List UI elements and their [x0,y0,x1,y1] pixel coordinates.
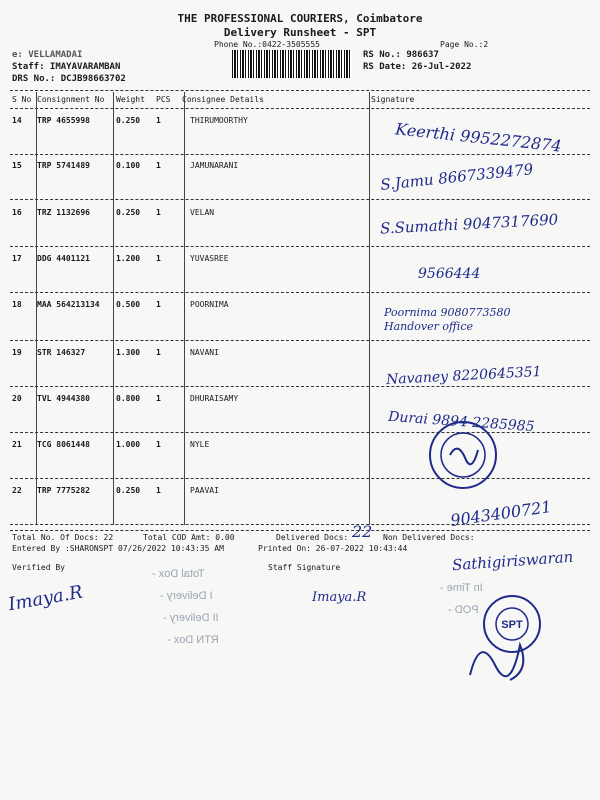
staff-signature: Imaya.R [312,590,367,605]
row-weight: 0.500 [116,300,141,309]
table-row [0,486,600,500]
row-weight: 0.250 [116,116,141,125]
signature-row-19: Navaney 8220645351 [385,363,542,389]
runsheet-subtitle: Delivery Runsheet - SPT [223,26,377,39]
row-weight: 1.200 [116,254,141,263]
bleed-rtn-dox: RTN Dox - [167,634,219,646]
company-stamp [428,420,498,490]
row-consignment: TRP 5741489 [37,161,90,170]
row-weight: 0.100 [116,161,141,170]
row-pcs: 1 [156,161,161,170]
row-weight: 0.800 [116,394,141,403]
bleed-pod: POD - [448,604,479,616]
signature-row-16: S.Sumathi 9047317690 [379,210,559,238]
row-consignee: VELAN [190,208,215,217]
col-consignee: Consignee Details [182,95,264,104]
row-rule [10,386,590,387]
row-consignee: THIRUMOORTHY [190,116,248,125]
row-sno: 20 [12,394,22,403]
non-delivered-docs: Non Delivered Docs: [383,533,475,542]
top-right-signature: Sathigiriswaran [451,547,574,575]
row-consignee: DHURAISAMY [190,394,239,403]
row-consignment: TRZ 1132696 [37,208,90,217]
row-rule [10,154,590,155]
row-weight: 0.250 [116,208,141,217]
bleed-i-delivery: I Delivery - [160,590,213,602]
row-sno: 15 [12,161,22,170]
area-name: e: VELLAMADAI [12,50,83,60]
row-consignment: TCG 8061448 [37,440,90,449]
row-consignee: NAVANI [190,348,219,357]
row-pcs: 1 [156,348,161,357]
col-weight: Weight [116,95,145,104]
row-rule [10,524,590,525]
company-title: THE PROFESSIONAL COURIERS, Coimbatore [177,12,423,25]
row-sno: 16 [12,208,22,217]
row-pcs: 1 [156,394,161,403]
bleed-total-dox: Total Dox - [152,568,205,580]
signature-row-18: Poornima 9080773580 Handover office [384,306,511,333]
signature-row-17: 9566444 [418,266,481,282]
row-sno: 17 [12,254,22,263]
delivered-docs-value: 22 [352,522,373,541]
rs-date: RS Date: 26-Jul-2022 [363,62,472,72]
header-rule-bottom [10,108,590,109]
row-rule [10,292,590,293]
table-row [0,116,600,130]
row-weight: 1.300 [116,348,141,357]
staff-name: Staff: IMAYAVARAMBAN [12,62,121,72]
row-consignee: NYLE [190,440,210,449]
row-rule [10,340,590,341]
header-rule-top [10,90,590,91]
signature-row-15: S.Jamu 8667339479 [379,160,535,194]
staff-signature-label: Staff Signature [268,563,341,572]
verified-by-label: Verified By [12,563,65,572]
total-docs: Total No. Of Docs: 22 [12,533,114,542]
page-number: Page No.:2 [440,40,489,49]
table-row [0,394,600,408]
bleed-in-time: In Time - [440,582,483,594]
row-weight: 1.000 [116,440,141,449]
row-sno: 21 [12,440,22,449]
table-row [0,348,600,362]
row-pcs: 1 [156,116,161,125]
printed-on: Printed On: 26-07-2022 10:43:44 [258,544,408,553]
col-consignment: Consignment No [37,95,105,104]
row-pcs: 1 [156,300,161,309]
entered-by: Entered By :SHARONSPT 07/26/2022 10:43:35 AM [12,544,224,553]
table-row [0,440,600,454]
drs-number: DRS No.: DCJB98663702 [12,74,126,84]
col-pcs: PCS [156,95,171,104]
row-pcs: 1 [156,254,161,263]
table-row [0,254,600,268]
row-sno: 14 [12,116,22,125]
row-sno: 19 [12,348,22,357]
rs-number: RS No.: 986637 [363,50,439,60]
row-pcs: 1 [156,208,161,217]
row-sno: 18 [12,300,22,309]
verified-signature: Imaya.R [6,581,85,616]
row-consignment: DDG 4401121 [37,254,90,263]
phone-number: Phone No.:0422-3505555 [214,40,320,49]
row-pcs: 1 [156,486,161,495]
row-pcs: 1 [156,440,161,449]
row-consignee: POORNIMA [190,300,229,309]
row-rule [10,246,590,247]
row-rule [10,478,590,479]
row-consignee: PAAVAI [190,486,219,495]
row-rule [10,199,590,200]
row-consignment: TRP 7775282 [37,486,90,495]
signature-row-22: 9043400721 [449,497,553,530]
signature-row-20: Durai 9894 2285985 [387,408,536,436]
row-consignment: TRP 4655998 [37,116,90,125]
row-consignment: STR 146327 [37,348,86,357]
barcode [232,50,352,78]
signature-row-14: Keerthi 9952272874 [394,119,563,156]
row-consignee: YUVASREE [190,254,229,263]
col-sno: S No [12,95,32,104]
total-cod: Total COD Amt: 0.00 [143,533,235,542]
column-header [0,95,600,107]
stamp-scribble [460,625,540,685]
row-consignment: TVL 4944380 [37,394,90,403]
bleed-ii-delivery: II Delivery - [163,612,219,624]
row-sno: 22 [12,486,22,495]
row-weight: 0.250 [116,486,141,495]
delivered-docs: Delivered Docs: [276,533,349,542]
row-consignment: MAA 564213134 [37,300,100,309]
col-signature: Signature [371,95,415,104]
spt-stamp-text: SPT [501,619,523,631]
footer-rule [10,530,590,531]
row-consignee: JAMUNARANI [190,161,239,170]
